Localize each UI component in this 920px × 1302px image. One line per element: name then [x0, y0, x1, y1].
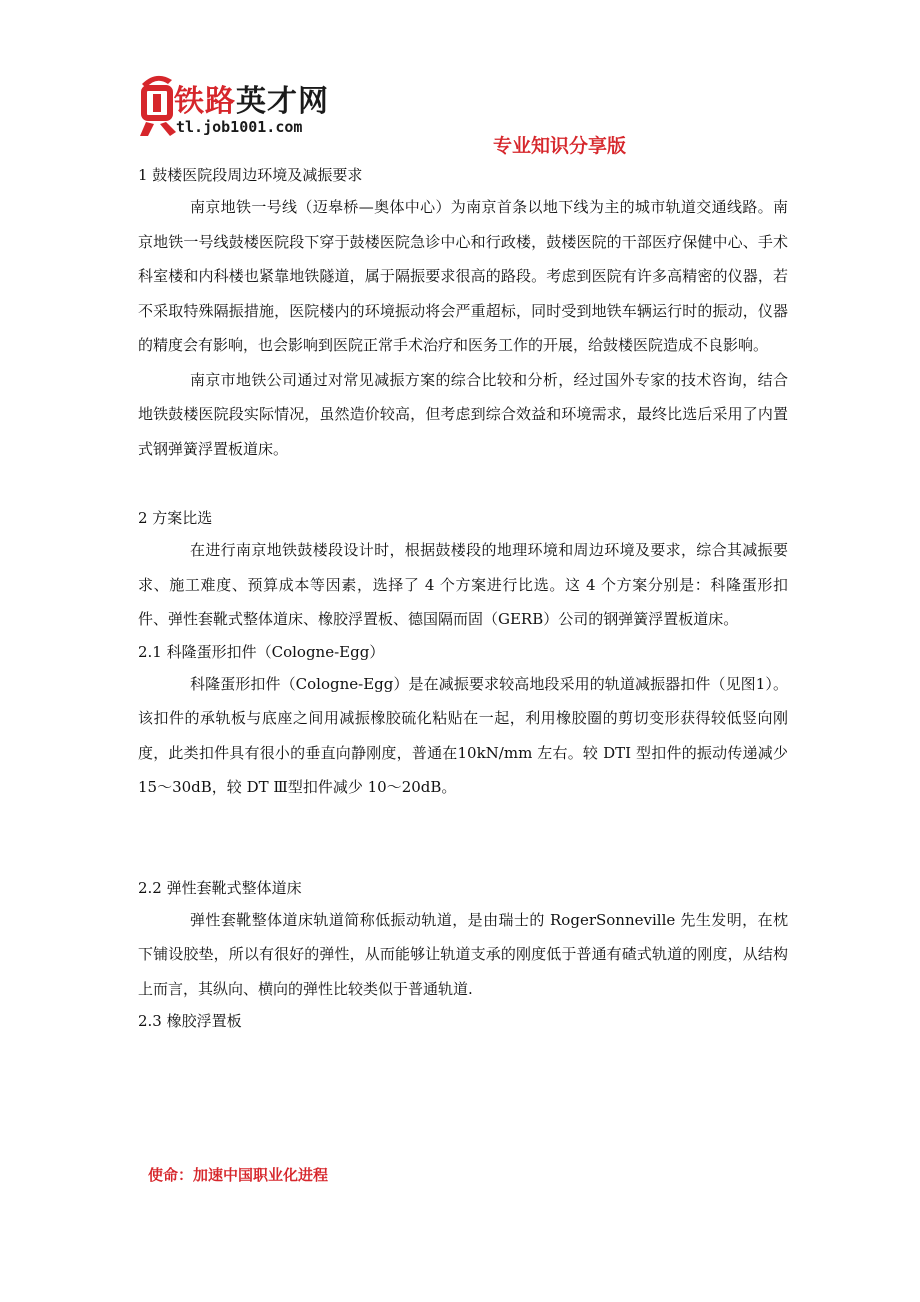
logo-url[interactable]: tl.job1001.com — [176, 118, 303, 136]
site-logo[interactable] — [136, 70, 386, 142]
section-1-paragraph-2: 南京市地铁公司通过对常见减振方案的综合比较和分析，经过国外专家的技术咨询，结合地铁鼓楼医院段实际情况，虽然造价较高，但考虑到综合效益和环境需求，最终比选后采用了内置式钢弹簧浮置板道床。 — [138, 370, 788, 458]
section-2-1-heading: 2.1 科隆蛋形扣件（Cologne-Egg） — [138, 642, 385, 661]
section-1-paragraph-1: 南京地铁一号线（迈皋桥—奥体中心）为南京首条以地下线为主的城市轨道交通线路。南京地铁一号线鼓楼医院段下穿于鼓楼医院急诊中心和行政楼，鼓楼医院的干部医疗保健中心、手术科室楼和内科楼也紧靠地铁隧道，属于隔振要求很高的路段。考虑到医院有许多高精密的仪器，若不采取特殊隔振措施，医院楼内的环境振动将会严重超标，同时受到地铁车辆运行时的振动，仪器的精度会有影响，也会影响到医院正常手术治疗和医务工作的开展，给鼓楼医院造成不良影响。 — [138, 198, 788, 354]
section-2-3-heading: 2.3 橡胶浮置板 — [138, 1012, 242, 1030]
section-2-2-heading: 2.2 弹性套靴式整体道床 — [138, 878, 302, 897]
section-1-heading: 1 鼓楼医院段周边环境及减振要求 — [138, 166, 363, 184]
section-2-heading: 2 方案比选 — [138, 509, 213, 527]
section-2-paragraph-1: 在进行南京地铁鼓楼段设计时，根据鼓楼段的地理环境和周边环境及要求，综合其减振要求、施工难度、预算成本等因素，选择了 4 个方案进行比选。这 4 个方案分别是：科隆蛋形扣件、弹性套靴式整体道床、橡胶浮置板、德国隔而固（GERB）公司的钢弹簧浮置板道床。 — [138, 541, 788, 628]
document-body — [138, 160, 788, 1036]
spacer — [138, 805, 788, 873]
section-2-2-paragraph-1: 弹性套靴整体道床轨道简称低振动轨道，是由瑞士的 RogerSonneville 先生发明，在枕下铺设胶垫，所以有很好的弹性，从而能够让轨道支承的刚度低于普通有碴式轨道的刚度，从结构上而言，其纵向、横向的弹性比较类似于普通轨道. — [138, 910, 788, 998]
resume-logo-icon — [136, 70, 176, 142]
edition-label: 专业知识分享版 — [493, 135, 627, 157]
logo-title — [174, 76, 329, 120]
logo-title-red: 铁路 — [174, 84, 236, 119]
mission-statement: 使命：加速中国职业化进程 — [148, 1166, 329, 1184]
logo-title-black: 英才网 — [236, 84, 329, 119]
spacer — [138, 466, 788, 503]
section-2-1-paragraph-1: 科隆蛋形扣件（Cologne-Egg）是在减振要求较高地段采用的轨道减振器扣件（见图1）。该扣件的承轨板与底座之间用减振橡胶硫化粘贴在一起，利用橡胶圈的剪切变形获得较低竖向刚度，此类扣件具有很小的垂直向静刚度，普通在10kN/mm 左右。较 DTI 型扣件的振动传递减少 15～30dB，较 DT Ⅲ型扣件减少 10～20dB。 — [138, 674, 788, 796]
